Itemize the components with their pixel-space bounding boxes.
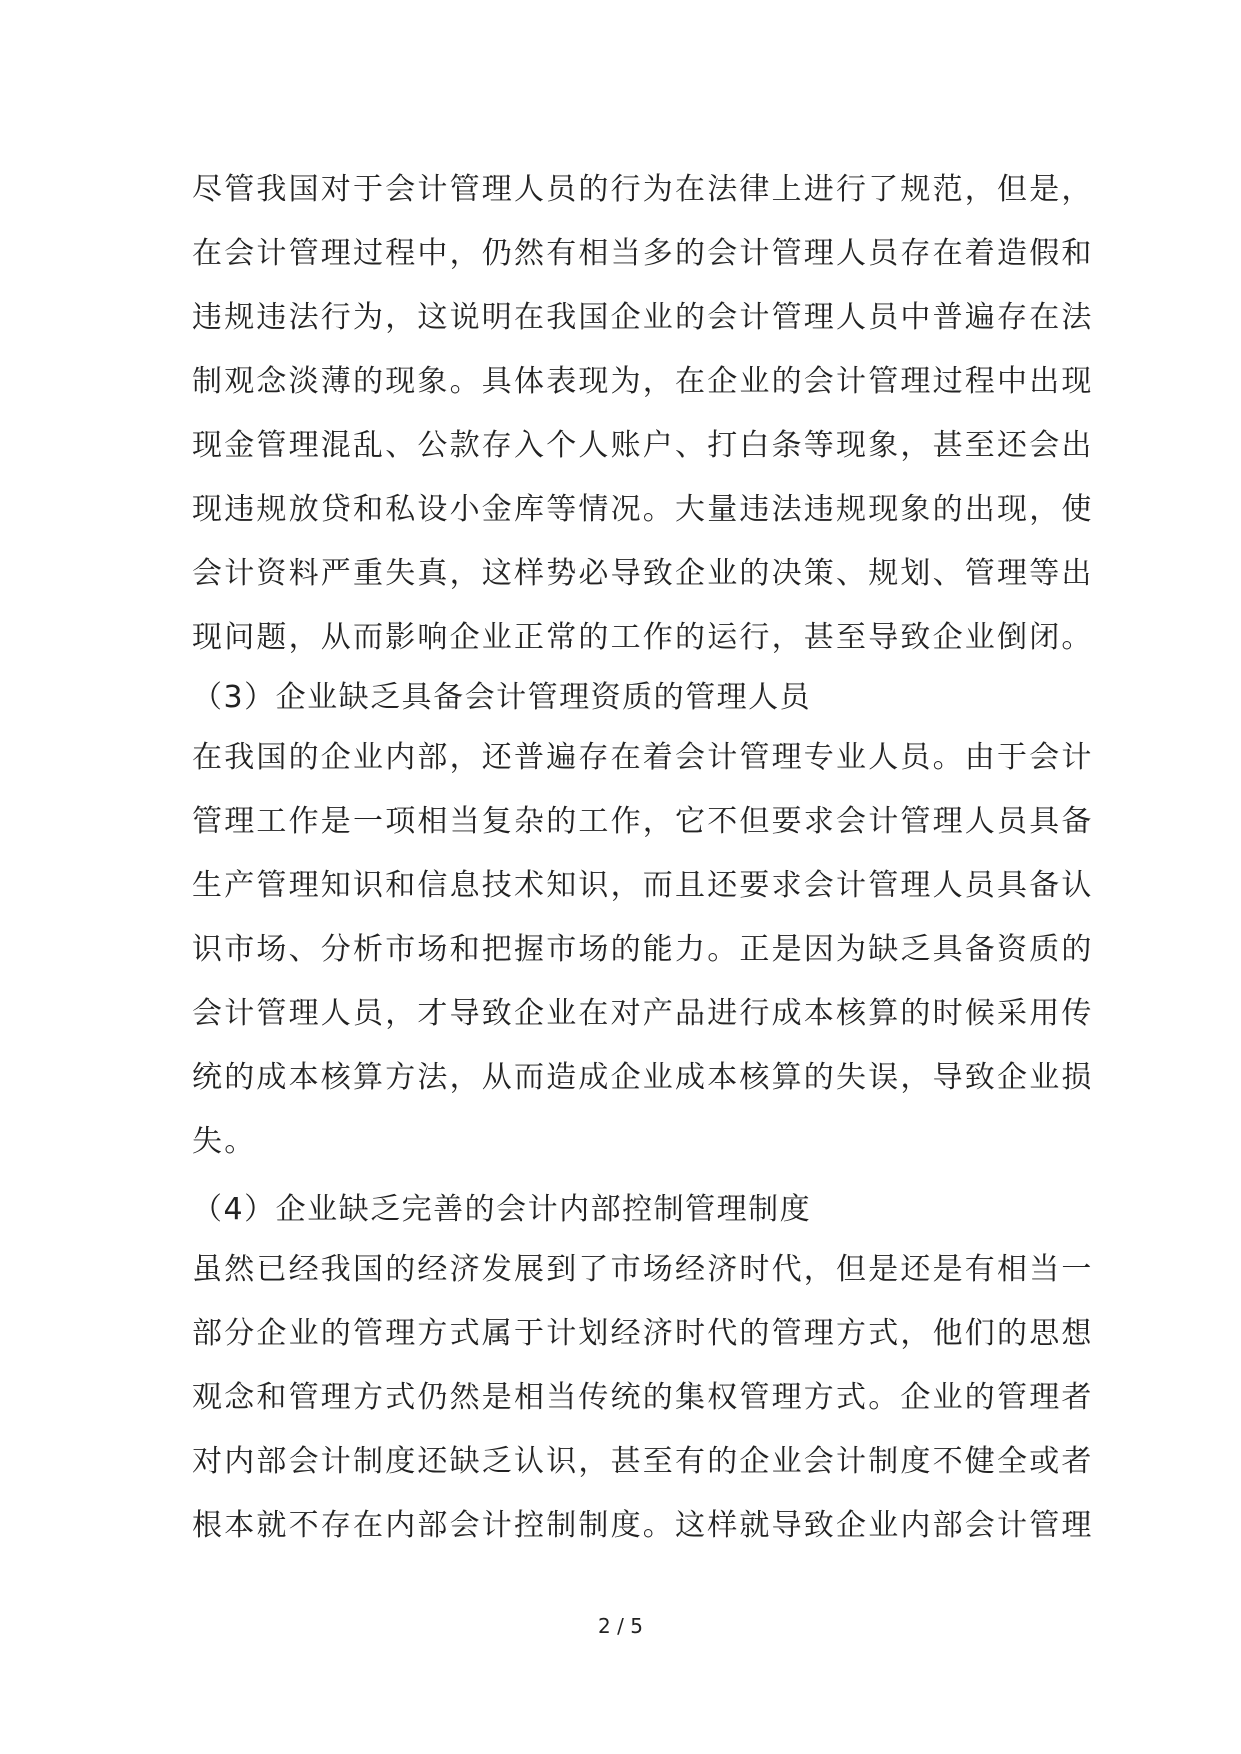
text-line: 在会计管理过程中，仍然有相当多的会计管理人员存在着造假和	[192, 236, 1094, 271]
paragraph	[192, 726, 1094, 1174]
text-line: 尽管我国对于会计管理人员的行为在法律上进行了规范，但是，	[192, 172, 1094, 207]
text-line: 现金管理混乱、公款存入个人账户、打白条等现象，甚至还会出	[192, 428, 1094, 463]
section-heading: （4）企业缺乏完善的会计内部控制管理制度	[192, 1192, 812, 1227]
text-line: 会计资料严重失真，这样势必导致企业的决策、规划、管理等出	[192, 556, 1094, 591]
page-number: 2 / 5	[598, 1614, 643, 1638]
section-heading: （3）企业缺乏具备会计管理资质的管理人员	[192, 680, 812, 715]
text-line: 现问题，从而影响企业正常的工作的运行，甚至导致企业倒闭。	[192, 620, 1094, 655]
text-line: 统的成本核算方法，从而造成企业成本核算的失误，导致企业损	[192, 1060, 1094, 1095]
text-line: 识市场、分析市场和把握市场的能力。正是因为缺乏具备资质的	[192, 932, 1094, 967]
text-line: 管理工作是一项相当复杂的工作，它不但要求会计管理人员具备	[192, 804, 1094, 839]
paragraph	[192, 1238, 1094, 1558]
text-line: 现违规放贷和私设小金库等情况。大量违法违规现象的出现，使	[192, 492, 1094, 527]
text-line: 对内部会计制度还缺乏认识，甚至有的企业会计制度不健全或者	[192, 1444, 1094, 1479]
text-line: 生产管理知识和信息技术知识，而且还要求会计管理人员具备认	[192, 868, 1094, 903]
paragraph	[192, 158, 1094, 670]
text-line: 在我国的企业内部，还普遍存在着会计管理专业人员。由于会计	[192, 740, 1094, 775]
text-line: 虽然已经我国的经济发展到了市场经济时代，但是还是有相当一	[192, 1252, 1094, 1287]
text-line: 部分企业的管理方式属于计划经济时代的管理方式，他们的思想	[192, 1316, 1094, 1351]
text-line: 会计管理人员，才导致企业在对产品进行成本核算的时候采用传	[192, 996, 1094, 1031]
text-line: 根本就不存在内部会计控制制度。这样就导致企业内部会计管理	[192, 1508, 1094, 1543]
text-line: 观念和管理方式仍然是相当传统的集权管理方式。企业的管理者	[192, 1380, 1094, 1415]
document-body	[192, 158, 1094, 1558]
text-line: 违规违法行为，这说明在我国企业的会计管理人员中普遍存在法	[192, 300, 1094, 335]
text-line: 制观念淡薄的现象。具体表现为，在企业的会计管理过程中出现	[192, 364, 1094, 399]
text-line: 失。	[192, 1124, 257, 1159]
